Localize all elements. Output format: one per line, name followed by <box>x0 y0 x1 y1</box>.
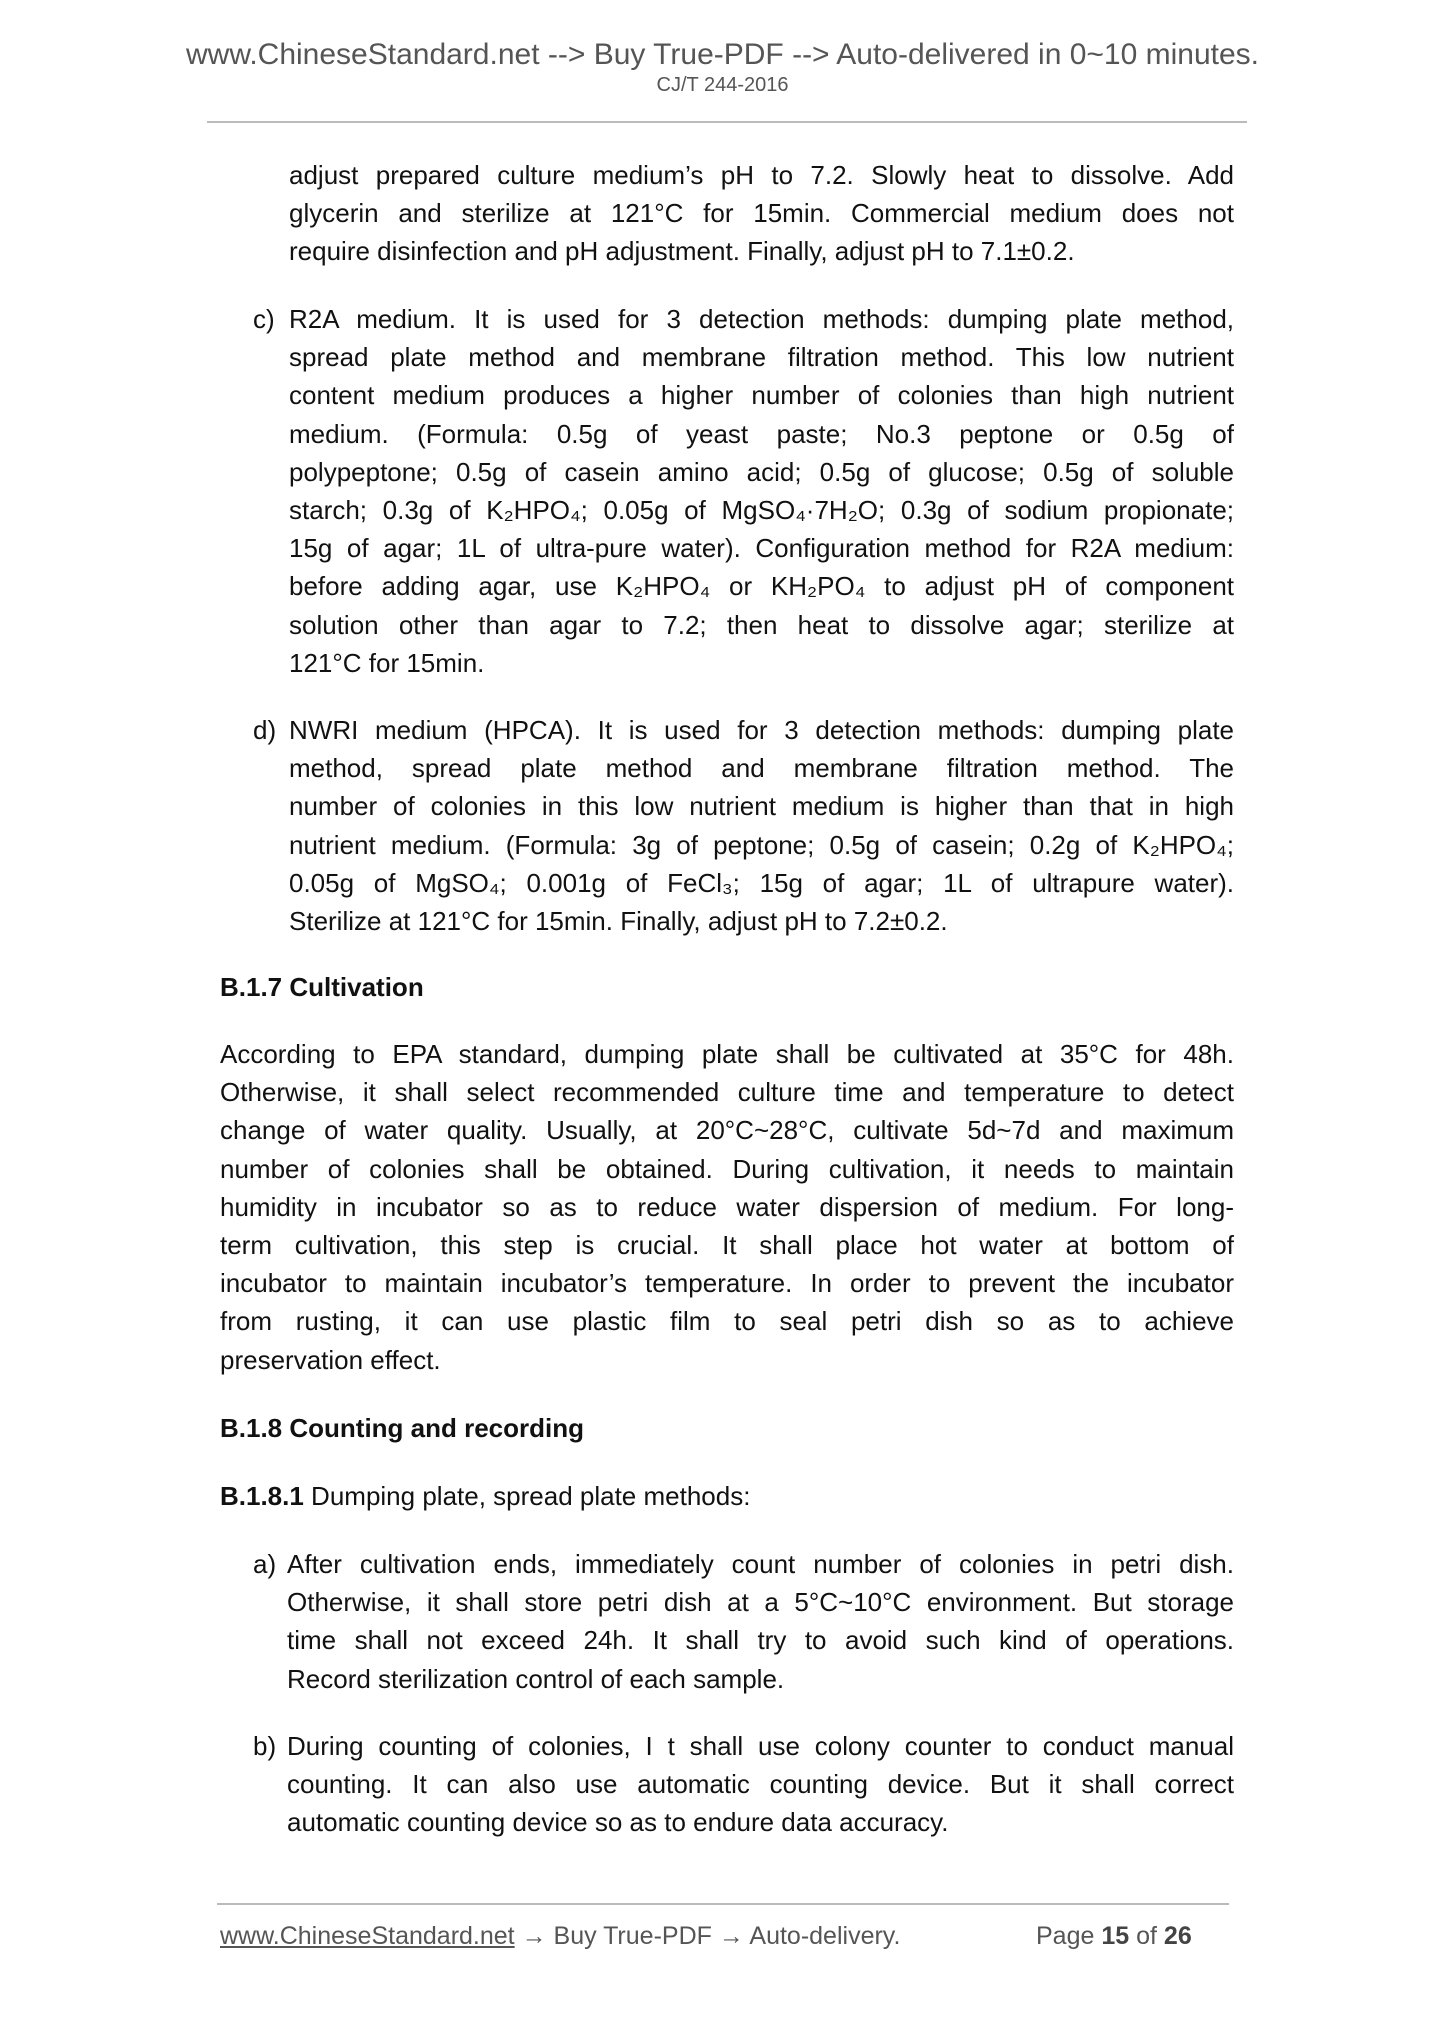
footer-site-link[interactable]: www.ChineseStandard.net <box>220 1922 515 1950</box>
list-item-d <box>289 711 1234 940</box>
page-current: 15 <box>1101 1922 1130 1950</box>
text-line: nutrient medium. (Formula: 3g of peptone; 0.5g of casein; 0.2g of K₂HPO₄; <box>289 829 1234 860</box>
text-line: from rusting, it can use plastic film to seal petri dish so as to achieve <box>220 1306 1234 1337</box>
text-line: method, spread plate method and membrane filtration method. The <box>289 753 1234 784</box>
section-heading-b18: B.1.8 Counting and recording <box>220 1413 585 1443</box>
page-total: 26 <box>1163 1922 1192 1950</box>
text-line: term cultivation, this step is crucial. It shall place hot water at bottom of <box>220 1229 1234 1260</box>
paragraph-cultivation <box>220 1035 1234 1379</box>
text-line: Record sterilization control of each sample. <box>287 1663 785 1694</box>
text-line: spread plate method and membrane filtration method. This low nutrient <box>289 342 1234 373</box>
text-line: R2A medium. It is used for 3 detection methods: dumping plate method, <box>289 304 1234 334</box>
list-item-d-marker: d) <box>253 715 277 745</box>
of-label: of <box>1136 1922 1157 1950</box>
text-line: 15g of agar; 1L of ultra-pure water). Configuration method for R2A medium: <box>289 533 1234 564</box>
list-item-a <box>287 1545 1234 1698</box>
list-item-c <box>289 300 1234 682</box>
text-line: After cultivation ends, immediately count number of colonies in petri dish. <box>287 1549 1234 1579</box>
subsection-title: Dumping plate, spread plate methods: <box>303 1481 751 1511</box>
text-line: preservation effect. <box>220 1344 441 1375</box>
text-line: starch; 0.3g of K₂HPO₄; 0.05g of MgSO₄·7H₂O; 0.3g of sodium propionate; <box>289 494 1234 525</box>
header-divider <box>207 121 1247 123</box>
text-line: adjust prepared culture medium’s pH to 7.2. Slowly heat to dissolve. Add <box>289 160 1234 190</box>
text-line: According to EPA standard, dumping plate shall be cultivated at 35°C for 48h. <box>220 1039 1234 1069</box>
text-line: Otherwise, it shall store petri dish at a 5°C~10°C environment. But storage <box>287 1587 1234 1618</box>
list-item-b <box>287 1727 1234 1842</box>
text-line: Otherwise, it shall select recommended culture time and temperature to detect <box>220 1077 1234 1108</box>
text-line: humidity in incubator so as to reduce water dispersion of medium. For long- <box>220 1191 1234 1222</box>
page-label: Page <box>1036 1922 1095 1950</box>
header-banner: www.ChineseStandard.net --> Buy True-PDF --> Auto-delivered in 0~10 minutes. <box>185 38 1260 71</box>
text-line: before adding agar, use K₂HPO₄ or KH₂PO₄ to adjust pH of component <box>289 571 1234 602</box>
text-line: Sterilize at 121°C for 15min. Finally, adjust pH to 7.2±0.2. <box>289 905 948 936</box>
standard-code: CJ/T 244-2016 <box>656 74 789 96</box>
text-line: counting. It can also use automatic counting device. But it shall correct <box>287 1769 1234 1800</box>
list-item-c-marker: c) <box>253 304 275 334</box>
text-line: time shall not exceed 24h. It shall try to avoid such kind of operations. <box>287 1625 1234 1656</box>
text-line: During counting of colonies, I t shall use colony counter to conduct manual <box>287 1731 1234 1761</box>
list-item-a-marker: a) <box>253 1549 277 1579</box>
text-line: NWRI medium (HPCA). It is used for 3 detection methods: dumping plate <box>289 715 1234 745</box>
paragraph-continued <box>289 156 1234 271</box>
subsection-number: B.1.8.1 <box>220 1481 304 1511</box>
text-line: number of colonies shall be obtained. During cultivation, it needs to maintain <box>220 1153 1234 1184</box>
text-line: 121°C for 15min. <box>289 647 485 678</box>
text-line: solution other than agar to 7.2; then heat to dissolve agar; sterilize at <box>289 609 1234 640</box>
list-item-b-marker: b) <box>253 1731 277 1761</box>
text-line: content medium produces a higher number of colonies than high nutrient <box>289 380 1234 411</box>
text-line: polypeptone; 0.5g of casein amino acid; 0.5g of glucose; 0.5g of soluble <box>289 456 1234 487</box>
section-heading-b17: B.1.7 Cultivation <box>220 972 424 1002</box>
footer-divider <box>217 1903 1229 1905</box>
footer-tagline: → Buy True-PDF → Auto-delivery. <box>514 1922 901 1950</box>
footer-left <box>220 1922 900 1951</box>
text-line: medium. (Formula: 0.5g of yeast paste; No.3 peptone or 0.5g of <box>289 418 1234 449</box>
text-line: incubator to maintain incubator’s temperature. In order to prevent the incubator <box>220 1268 1234 1299</box>
text-line: number of colonies in this low nutrient medium is higher than that in high <box>289 791 1234 822</box>
text-line: automatic counting device so as to endure data accuracy. <box>287 1807 949 1838</box>
text-line: glycerin and sterilize at 121°C for 15min. Commercial medium does not <box>289 198 1234 229</box>
text-line: change of water quality. Usually, at 20°C~28°C, cultivate 5d~7d and maximum <box>220 1115 1234 1146</box>
subsection-heading-b181 <box>220 1477 750 1515</box>
text-line: require disinfection and pH adjustment. Finally, adjust pH to 7.1±0.2. <box>289 236 1075 267</box>
text-line: 0.05g of MgSO₄; 0.001g of FeCl₃; 15g of agar; 1L of ultrapure water). <box>289 867 1234 898</box>
page-indicator <box>1036 1922 1192 1951</box>
